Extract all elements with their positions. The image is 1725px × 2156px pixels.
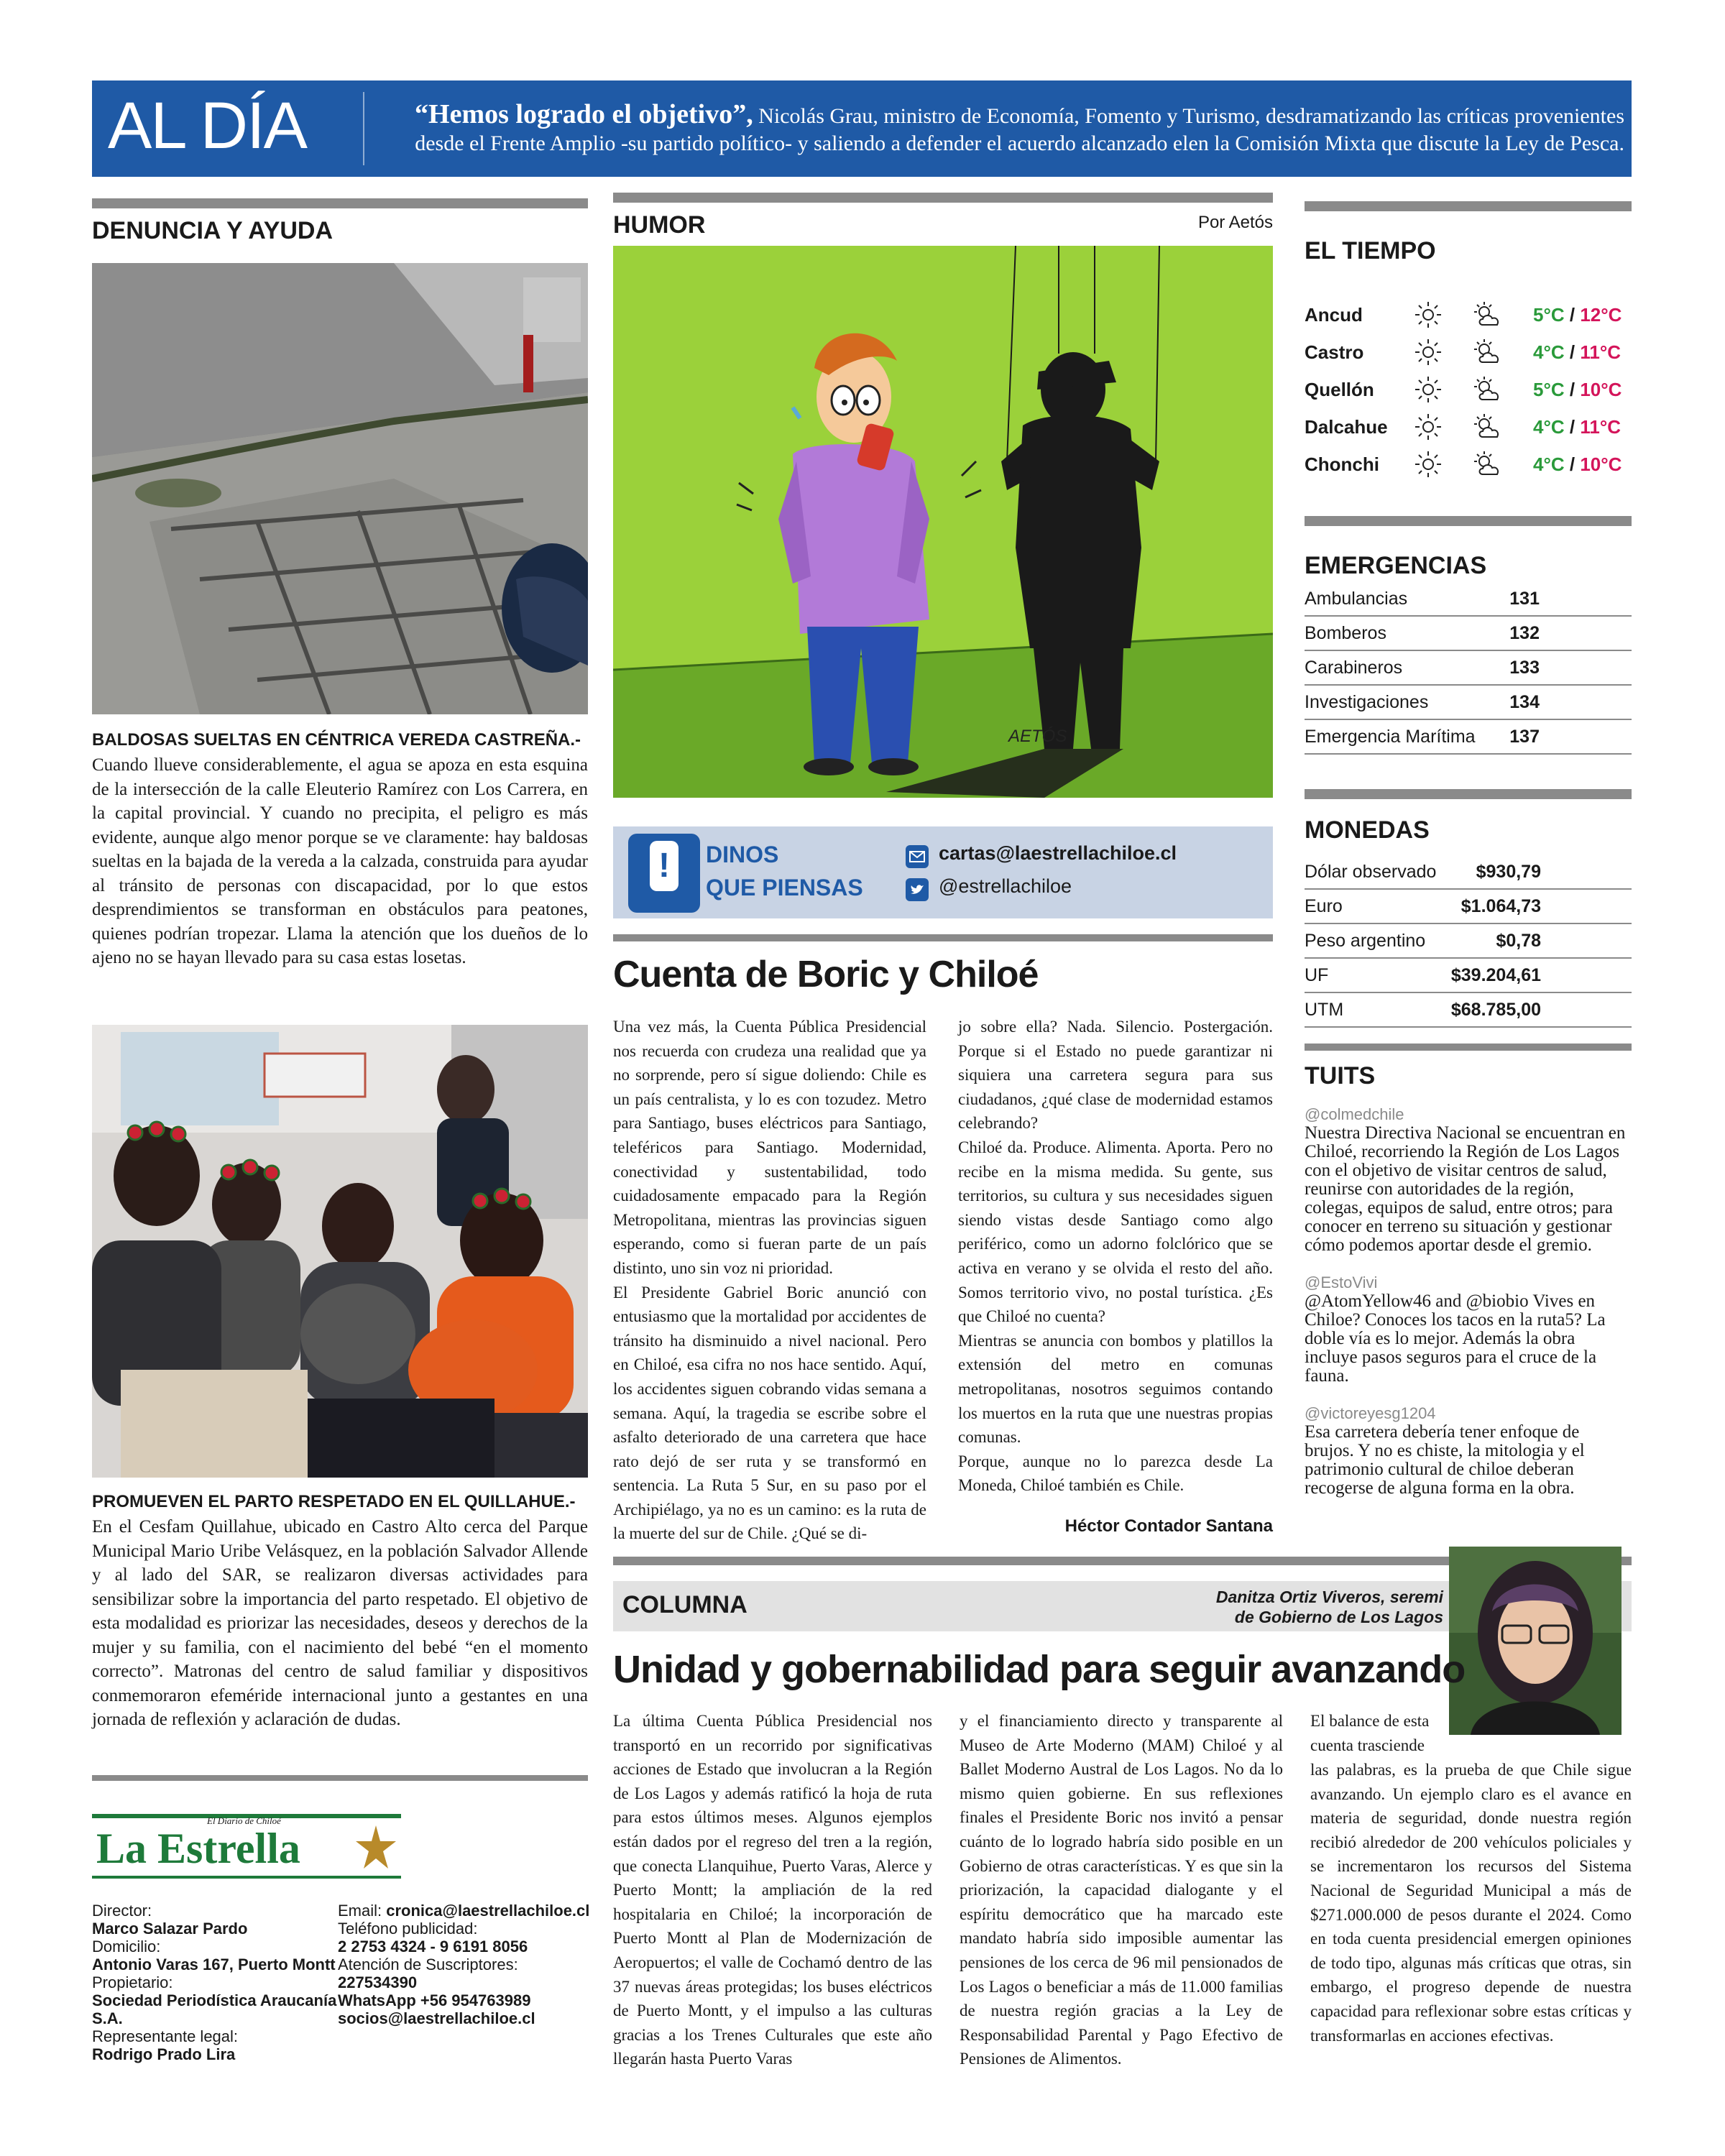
currency-row [1305,890,1632,924]
propietario-label: Propietario: [92,1973,173,1991]
weather-min: 5°C [1533,378,1565,400]
emergency-row [1305,720,1632,755]
weather-max: 11°C [1580,341,1622,363]
sun-icon [1398,413,1458,441]
emergency-table [1305,582,1632,755]
emergency-number: 133 [1509,657,1540,678]
cartoon-illustration [613,246,1273,798]
currency-name: UTM [1305,999,1344,1020]
emergency-name: Bomberos [1305,622,1386,643]
tweet-text: Nuestra Directiva Nacional se encuentran en Chiloé, recorriendo la Región de Los Lagos con el objetivo de visitar centros de salud, reunirse con autoridades de la región, colegas, equipos de salud, entre otros; para conocer en terreno su situación y gestionar cómo podemos aportar desde el gremio. [1305,1123,1626,1255]
weather-row [1305,296,1632,333]
editorial-author: Héctor Contador Santana [1064,1516,1273,1536]
weather-separator: / [1569,341,1576,363]
tweet-handle[interactable]: @victoreyesg1204 [1305,1404,1436,1422]
currency-row [1305,855,1632,890]
socios-value: socios@laestrellachiloe.cl [338,2009,535,2027]
emergency-row [1305,617,1632,651]
star-logo-icon [354,1824,397,1874]
masthead-kicker: El Diario de Chiloé [207,1815,281,1826]
tweet [1305,1404,1632,1498]
weather-separator: / [1569,303,1576,326]
item2-title: PROMUEVEN EL PARTO RESPETADO EN EL QUILLAHUE.- [92,1492,576,1511]
currency-name: Euro [1305,895,1343,916]
contact-twitter[interactable]: @estrellachiloe [939,875,1072,897]
currency-value: $1.064,73 [1460,895,1541,916]
partly-cloudy-icon [1458,450,1519,479]
columna-author-line1: Danitza Ortiz Viveros, seremi [1215,1588,1443,1606]
section-heading-emergencias: EMERGENCIAS [1305,552,1487,579]
contact-label [706,838,863,904]
partly-cloudy-icon [1458,338,1519,367]
partly-cloudy-icon [1458,375,1519,404]
phone-value: 2 2753 4324 - 9 6191 8056 [338,1938,528,1955]
clinic-event-photo [92,1025,588,1478]
emergency-number: 131 [1509,588,1540,609]
partly-cloudy-icon [1458,300,1519,329]
section-rule [1305,1044,1632,1051]
section-heading-denuncia: DENUNCIA Y AYUDA [92,217,334,244]
cartoon-signature: AETÓS [1008,727,1067,746]
twitter-icon [906,878,929,901]
currency-value: $930,79 [1476,861,1541,882]
alert-icon: ! [628,834,700,913]
director-value: Marco Salazar Pardo [92,1920,248,1938]
emergency-number: 134 [1509,691,1540,712]
email-icon [906,845,929,868]
domicilio-value: Antonio Varas 167, Puerto Montt [92,1955,336,1973]
weather-min: 4°C [1533,415,1565,438]
masthead-name: La Estrella [96,1825,300,1872]
emergency-number: 132 [1509,622,1540,643]
currency-row [1305,993,1632,1028]
weather-row [1305,446,1632,483]
section-rule [1305,789,1632,799]
currency-value: $68.785,00 [1450,999,1541,1020]
tweet [1305,1273,1632,1386]
emergency-name: Investigaciones [1305,691,1429,712]
section-title: AL DÍA [108,89,307,162]
emergency-row [1305,651,1632,686]
columna-col3-intro: El balance de esta cuenta trasciende [1310,1712,1430,1754]
weather-min: 4°C [1533,453,1565,475]
quote-rest: Nicolás Grau, ministro de Economía, Fomento y Turismo, desdramatizando las críticas provenientes desde el Frente Amplio -su partido político- y saliendo a defender el acuerdo alcanzado elen la Comisión Mixta que discute la Ley de Pesca. [415,104,1624,155]
sidewalk-photo [92,263,588,714]
currency-name: UF [1305,964,1329,985]
columna-col1: La última Cuenta Pública Presidencial nos transportó en un recorrido por significativas acciones de Estado que involucran a la Región de Los Lagos y además ratificó la hoja de ruta para estos últimos meses. Algunos ejemplos están dados por el regreso del tren a la región, que conecta Llanquihue, Puerto Varas, Alerce y Puerto Montt; la ampliación de la red hospitalaria en Chiloé; la incorporación de Puerto Montt al Plan de Modernización de Aeropuertos; el valle de Cochamó dentro de las 37 nuevas áreas protegidas; los buses eléctricos de Puerto Montt, y el impulso a las culturas gracias a los Trenes Culturales que este año llegarán hasta Puerto Varas [613,1712,932,2068]
section-heading-columna: COLUMNA [622,1591,748,1618]
currency-table [1305,855,1632,1028]
tweet-text: Esa carretera debería tener enfoque de brujos. Y no es chiste, la mitologia y el patrimonio cultural de chiloe deberan recogerse de alguna forma en la obra. [1305,1422,1585,1498]
section-heading-monedas: MONEDAS [1305,816,1430,844]
partly-cloudy-icon [1458,413,1519,441]
emergency-name: Ambulancias [1305,588,1408,609]
editorial-headline: Cuenta de Boric y Chiloé [613,954,1039,995]
tweet-text: @AtomYellow46 and @biobio Vives en Chiloe? Conoces los tacos en la ruta5? La doble vía es lo mejor. Además la obra incluye pasos seguros para el cruce de la fauna. [1305,1291,1606,1386]
weather-table [1305,296,1632,483]
emergency-row [1305,582,1632,617]
subs-label: Atención de Suscriptores: [338,1955,518,1973]
weather-min: 5°C [1533,303,1565,326]
subs-value: 227534390 [338,1973,418,1991]
representante-label: Representante legal: [92,2027,239,2045]
editorial-paragraph: Una vez más, la Cuenta Pública Presidencial nos recuerda con crudeza una realidad que ya no sorprende, pero sí sigue doliendo: Chile es un país centralista, y lo es con tozudez. Metro para Santiago, buses eléctricos para Santiago, teleféricos para Santiago. Modernidad, conectividad y sustentabilidad, todo cuidadosamente empacado para la Región Metropolitana, mientras las provincias siguen esperando, como si fueran parte de un país distinto, uno sin voz ni prioridad. [613,1018,926,1277]
contact-email[interactable]: cartas@laestrellachiloe.cl [939,842,1177,864]
weather-city: Chonchi [1305,453,1379,475]
columna-col3: las palabras, es la prueba de que Chile sigue avanzando. Un ejemplo claro es el avance en materia de seguridad, donde nuestra región recibió alrededor de 200 vehículos policiales y se incrementaron los recursos del Sistema Nacional de Seguridad Municipal a más de $271.000.000 de pesos durante el 2024. Como en toda cuenta presidencial emergen opiniones de todo tipo, algunas más críticas que otras, sin embargo, el progreso depende de nuestra capacidad para reflexionar sobre estas críticas y transformarlas en acciones efectivas. [1310,1761,1632,2045]
section-rule [1305,201,1632,211]
director-label: Director: [92,1902,152,1920]
masthead-left-block [92,1902,344,2063]
editorial-col1 [613,1015,926,1546]
banner-quote [388,101,1624,157]
emergency-number: 137 [1509,726,1540,747]
tweets-list [1305,1105,1632,1498]
contact-label-line2: QUE PIENSAS [706,875,863,900]
currency-name: Peso argentino [1305,930,1426,951]
weather-max: 11°C [1580,415,1622,438]
section-rule [92,198,588,208]
author-portrait [1449,1547,1622,1735]
weather-separator: / [1569,378,1576,400]
currency-row [1305,959,1632,993]
currency-value: $39.204,61 [1450,964,1541,985]
editorial-paragraph: Mientras se anuncia con bombos y platillos la extensión del metro en comunas metropolitanas, nosotros seguimos contando los muertos en la ruta que une nuestras propias comunas. [958,1331,1273,1447]
editorial-paragraph: Chiloé da. Produce. Alimenta. Aporta. Pero no recibe en la misma medida. Su gente, sus territorios, su cultura y sus necesidades siguen siendo vistas desde Santiago como algo periférico, como un adorno folclórico que se activa en verano y se olvida el resto del año. Somos territorio vivo, no postal turística. ¿Es que Chiloé no cuenta? [958,1138,1273,1326]
columna-author-line2: de Gobierno de Los Lagos [1234,1608,1443,1626]
item2-text: En el Cesfam Quillahue, ubicado en Castro Alto cerca del Parque Municipal Mario Uribe Velásquez, en la población Salvador Allende y al lado del SAR, se realizaron diversas actividades para sensibilizar sobre la importancia del parto respetado. El objetivo de esta modalidad es priorizar las necesidades, deseos y derechos de la mujer y su familia, con el nacimiento del bebé “en el momento correcto”. Matronas del centro de salud familiar y dispositivos conmemoraron efeméride internacional junto a gestantes en una jornada de reflexión y aclaración de dudas. [92,1517,588,1729]
editorial-col2 [958,1015,1273,1498]
masthead-rule [92,1775,588,1781]
email-value: cronica@laestrellachiloe.cl [386,1902,590,1920]
editorial-paragraph: El Presidente Gabriel Boric anunció con entusiasmo que la mortalidad por accidentes de tránsito ha disminuido a nivel nacional. Pero en Chiloé, esa cifra no nos hace sentido. Aquí, los accidentes siguen cobrando vidas semana a semana. Aquí, la tragedia se escribe sobre el asfalto deteriorado de una carretera que hace rato dejó de ser ruta y se transformó en sentencia. La Ruta 5 Sur, en su paso por el Archipiélago, ya no es un camino: es la ruta de la muerte del sur de Chile. ¿Qué se di- [613,1283,926,1543]
weather-max: 10°C [1580,378,1622,400]
quote-lead: “Hemos logrado el objetivo”, [415,99,753,129]
section-heading-tuits: TUITS [1305,1062,1376,1089]
weather-row [1305,333,1632,371]
weather-min: 4°C [1533,341,1565,363]
section-heading-tiempo: EL TIEMPO [1305,237,1436,264]
currency-value: $0,78 [1496,930,1541,951]
weather-max: 12°C [1580,303,1622,326]
item1-text: Cuando llueve considerablemente, el agua se apoza en esta esquina de la intersección de la calle Eleuterio Ramírez con Los Carrera, en la capital provincial. Y cuando no precipita, el peligro es más evidente, aunque algo menor porque se ve claramente: hay baldosas sueltas en la bajada de la vereda a la calzada, construida para ayudar al tránsito de personas con discapacidad, por lo que estos desprendimientos se transforman en obstáculos para peatones, quienes podrían tropezar. Llama la atención que los dueños de lo ajeno no se hayan llevado para su casa estas losetas. [92,755,588,967]
emergency-row [1305,686,1632,720]
banner-divider [363,92,364,165]
humor-author: Por Aetós [1197,213,1273,232]
section-heading-humor: HUMOR [613,211,706,239]
currency-row [1305,924,1632,959]
editorial-paragraph: Porque, aunque no lo parezca desde La Moneda, Chiloé también es Chile. [958,1452,1273,1495]
sun-icon [1398,450,1458,479]
editorial-paragraph: jo sobre ella? Nada. Silencio. Postergación. Porque si el Estado no puede garantizar ni siquiera una carretera segura para sus ciudadanos, ¿qué clase de modernidad estamos celebrando? [958,1018,1273,1133]
weather-max: 10°C [1580,453,1622,475]
phone-label: Teléfono publicidad: [338,1920,478,1938]
sun-icon [1398,300,1458,329]
weather-row [1305,371,1632,408]
weather-separator: / [1569,453,1576,475]
tweet [1305,1105,1632,1255]
emergency-name: Carabineros [1305,657,1403,678]
columna-col2: y el financiamiento directo y transparente al Museo de Arte Moderno (MAM) Chiloé y al Ballet Moderno Austral de Los Lagos. No da lo mismo quien gobierne. En sus reflexiones finales el Presidente Boric nos invitó a pensar cuánto de lo logrado habría sido posible en un Gobierno de otras características. Y es que sin la priorización, la capacidad dialogante y el espíritu democrático que ha marcado este mandato habría sido imposible aumentar las pensiones de los cerca de 96 mil pensionados de Los Lagos o beneficiar a más de 11.000 familias de nuestra región gracias a la Ley de Responsabilidad Parental y Pago Efectivo de Pensiones de Alimentos. [960,1712,1283,2068]
sun-icon [1398,338,1458,367]
sun-icon [1398,375,1458,404]
weather-city: Ancud [1305,303,1363,326]
weather-city: Quellón [1305,378,1374,400]
columna-headline: Unidad y gobernabilidad para seguir avanzando [613,1648,1466,1691]
tweet-handle[interactable]: @EstoVivi [1305,1273,1378,1291]
masthead-right-block [338,1902,604,2027]
contact-label-line1: DINOS [706,842,779,867]
columna-author [1078,1587,1443,1627]
propietario-value: Sociedad Periodística Araucanía S.A. [92,1991,337,2027]
section-rule [613,934,1273,941]
weather-city: Dalcahue [1305,415,1388,438]
weather-separator: / [1569,415,1576,438]
domicilio-label: Domicilio: [92,1938,161,1955]
section-rule [613,193,1273,203]
masthead-logo [92,1814,401,1879]
representante-value: Rodrigo Prado Lira [92,2045,236,2063]
weather-city: Castro [1305,341,1364,363]
emergency-name: Emergencia Marítima [1305,726,1476,747]
currency-name: Dólar observado [1305,861,1437,882]
weather-row [1305,408,1632,446]
section-rule [1305,516,1632,526]
item1-title: BALDOSAS SUELTAS EN CÉNTRICA VEREDA CASTREÑA.- [92,730,581,750]
tweet-handle[interactable]: @colmedchile [1305,1105,1404,1123]
whatsapp-value: WhatsApp +56 954763989 [338,1991,531,2009]
email-label: Email: [338,1902,382,1920]
